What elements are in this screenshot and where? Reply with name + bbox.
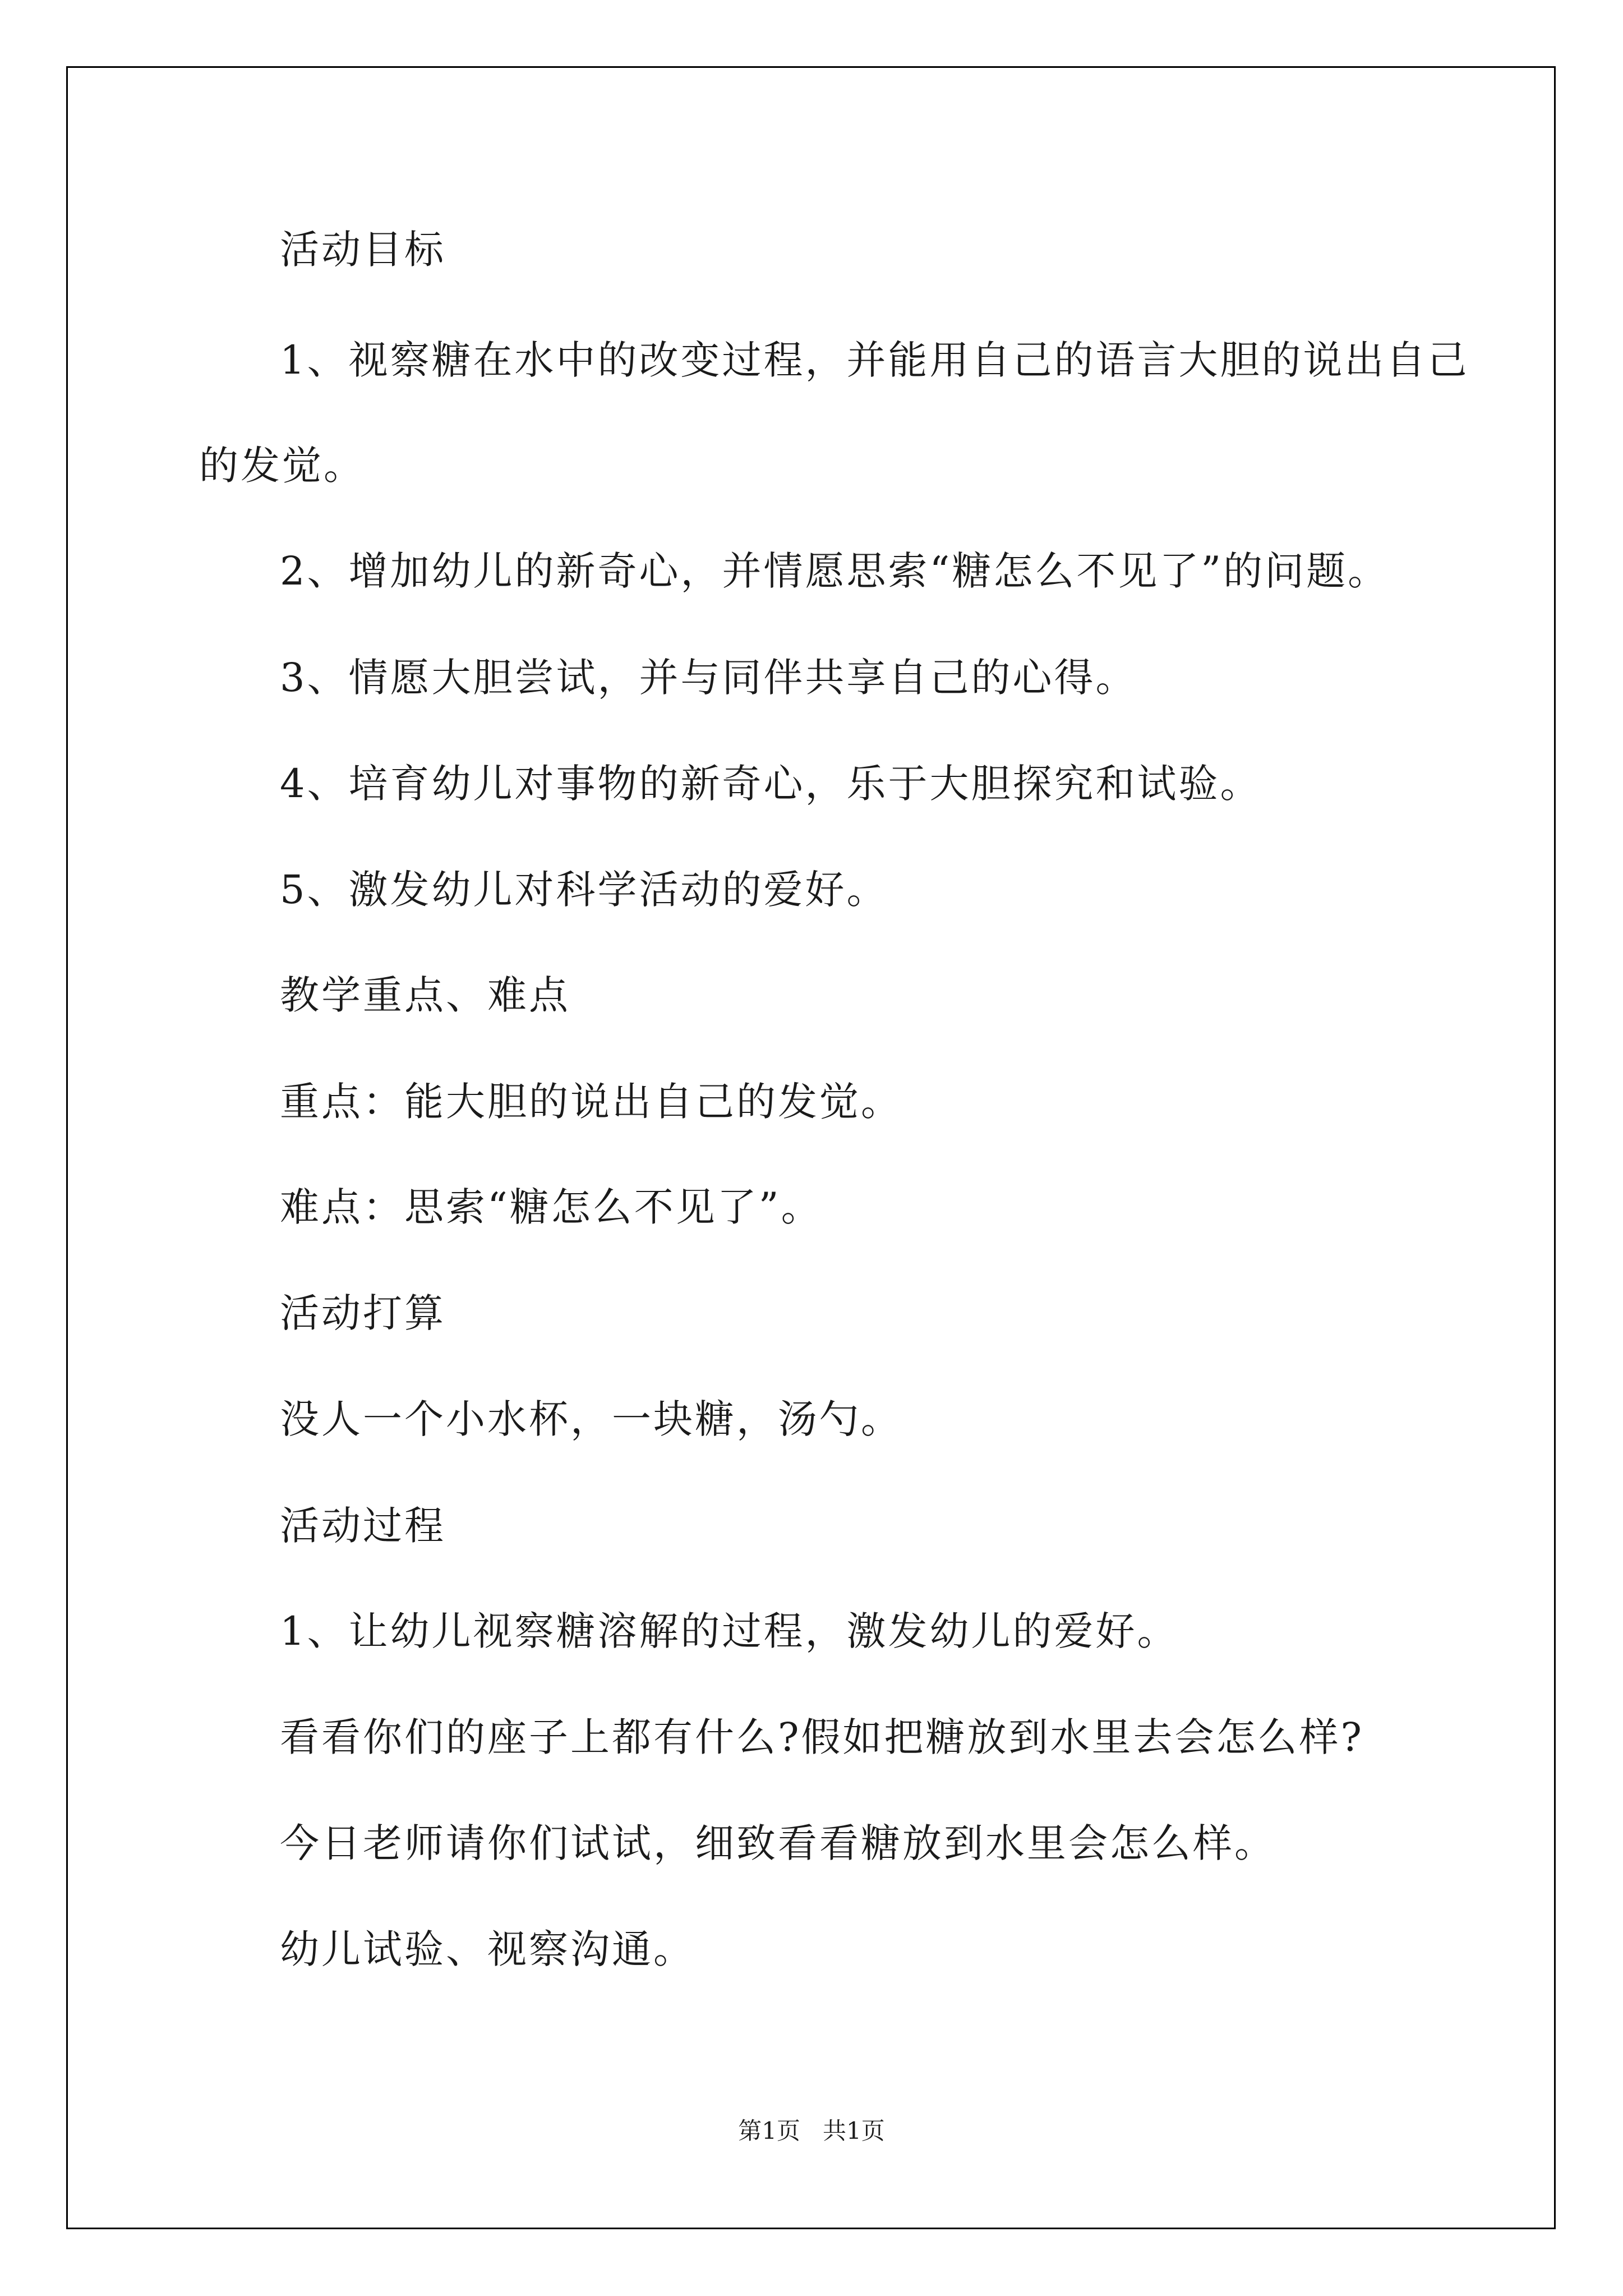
paragraph-instruction: 今日老师请你们试试，细致看看糖放到水里会怎么样。 — [280, 1820, 1276, 1866]
paragraph-process-step-1: 1、让幼儿视察糖溶解的过程，激发幼儿的爱好。 — [280, 1608, 1179, 1654]
heading-activity-goals: 活动目标 — [280, 227, 446, 273]
paragraph-materials: 没人一个小水杯，一块糖，汤勺。 — [280, 1396, 902, 1442]
paragraph-goal-3: 3、情愿大胆尝试，并与同伴共享自己的心得。 — [280, 655, 1137, 701]
page-footer: 第1页 共1页 — [738, 2117, 885, 2145]
paragraph-goal-1: 1、视察糖在水中的改变过程，并能用自己的语言大胆的说出自己 — [280, 337, 1469, 383]
paragraph-goal-4: 4、培育幼儿对事物的新奇心，乐于大胆探究和试验。 — [280, 761, 1262, 807]
paragraph-goal-1-continued: 的发觉。 — [199, 443, 365, 489]
heading-key-difficult-points: 教学重点、难点 — [280, 972, 570, 1018]
paragraph-experiment: 幼儿试验、视察沟通。 — [280, 1926, 695, 1972]
paragraph-key-point: 重点：能大胆的说出自己的发觉。 — [280, 1079, 902, 1125]
paragraph-goal-5: 5、激发幼儿对科学活动的爱好。 — [280, 867, 888, 913]
page-border — [66, 66, 1556, 2229]
heading-activity-preparation: 活动打算 — [280, 1290, 446, 1336]
paragraph-difficult-point: 难点：思索“糖怎么不见了”。 — [280, 1184, 823, 1230]
paragraph-question: 看看你们的座子上都有什么?假如把糖放到水里去会怎么样? — [280, 1714, 1364, 1760]
paragraph-goal-2: 2、增加幼儿的新奇心，并情愿思索“糖怎么不见了”的问题。 — [280, 548, 1390, 594]
heading-activity-process: 活动过程 — [280, 1503, 446, 1549]
